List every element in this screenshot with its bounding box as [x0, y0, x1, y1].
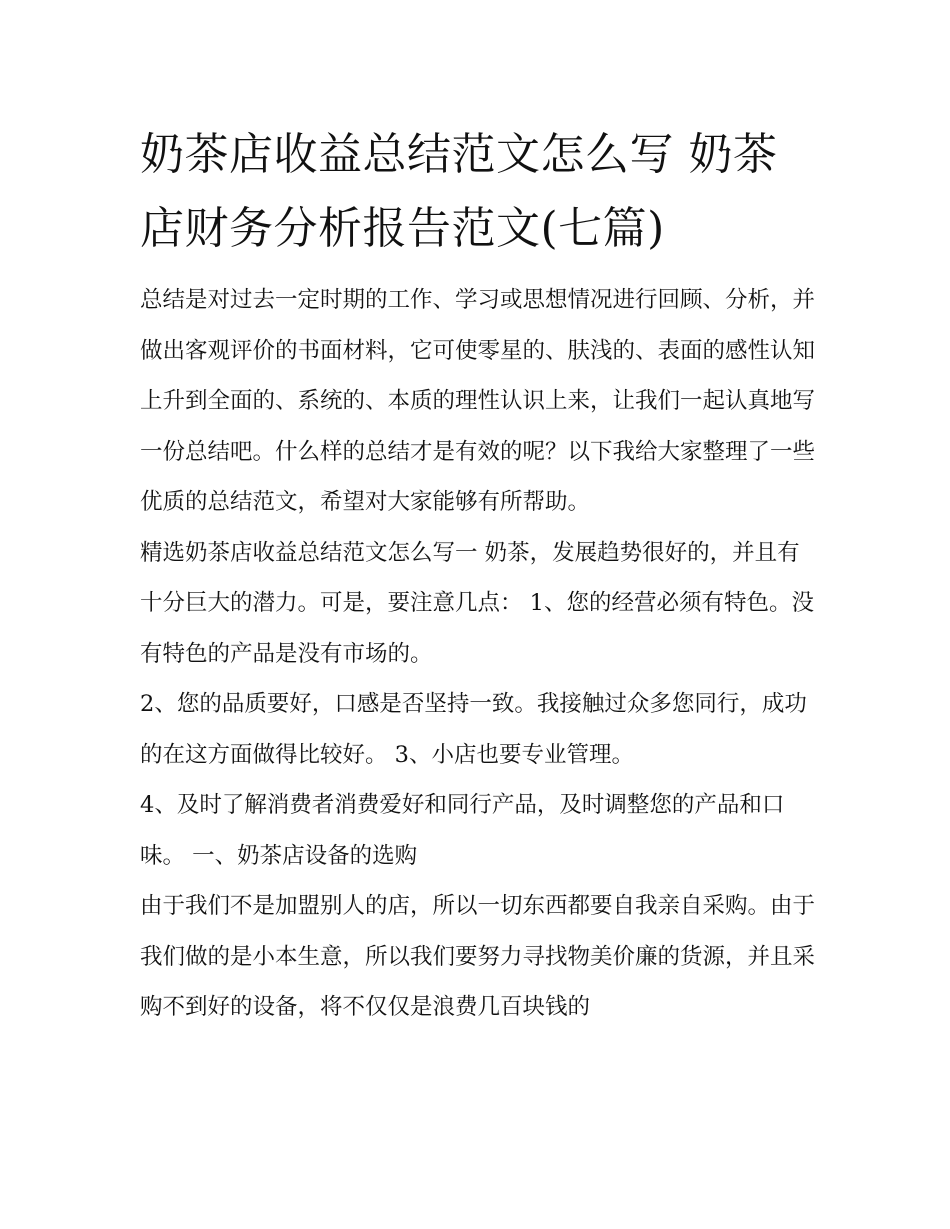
- paragraph-point-two: 2、您的品质要好，口感是否坚持一致。我接触过众多您同行，成功的在这方面做得比较好。 3、小店也要专业管理。: [140, 691, 807, 768]
- document-body: [140, 275, 818, 1033]
- paragraph-point-four: 4、及时了解消费者消费爱好和同行产品，及时调整您的产品和口味。 一、奶茶店设备的选购: [140, 792, 785, 869]
- paragraph-equipment: 由于我们不是加盟别人的店，所以一切东西都要自我亲自采购。由于我们做的是小本生意，所以我们要努力寻找物美价廉的货源，并且采购不到好的设备，将不仅仅是浪费几百块钱的: [140, 893, 816, 1020]
- paragraph-intro: 总结是对过去一定时期的工作、学习或思想情况进行回顾、分析，并做出客观评价的书面材料，它可使零星的、肤浅的、表面的感性认知上升到全面的、系统的、本质的理性认识上来，让我们一起认真地写一份总结吧。什么样的总结才是有效的呢？以下我给大家整理了一些优质的总结范文，希望对大家能够有所帮助。: [140, 287, 816, 515]
- paragraph-section-one: 精选奶茶店收益总结范文怎么写一 奶茶，发展趋势很好的，并且有十分巨大的潜力。可是，要注意几点： 1、您的经营必须有特色。没有特色的产品是没有市场的。: [140, 539, 814, 667]
- document-title: 奶茶店收益总结范文怎么写 奶茶店财务分析报告范文(七篇): [140, 129, 778, 254]
